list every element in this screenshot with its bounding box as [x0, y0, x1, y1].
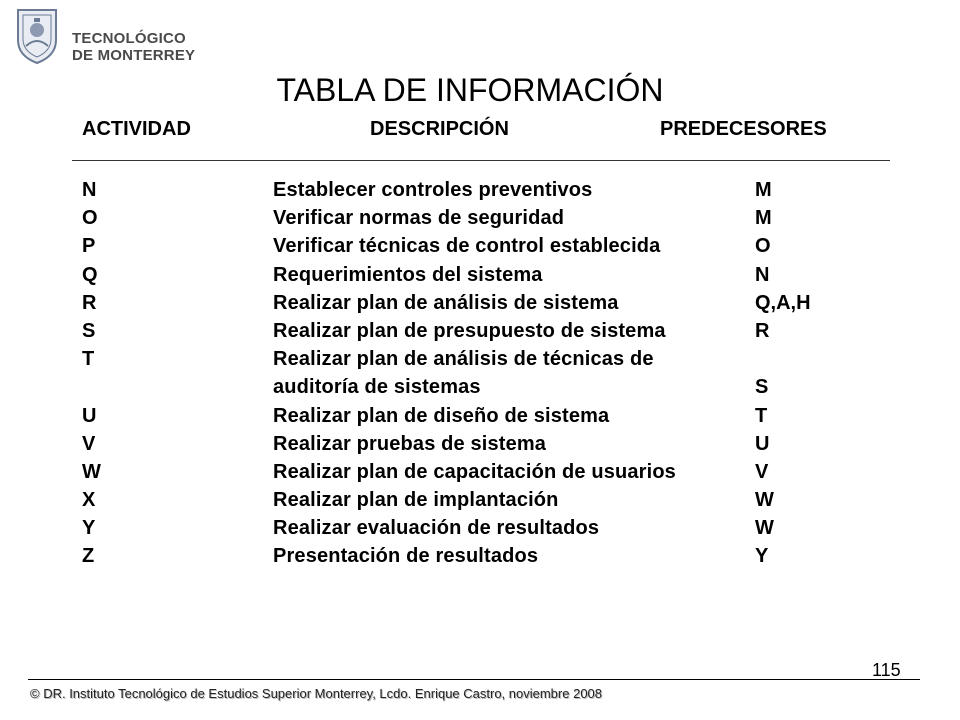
predecessor-cell: M [755, 178, 772, 201]
predecessor-cell: Q,A,H [755, 291, 811, 314]
table-row [0, 289, 960, 317]
predecessor-cell: U [755, 432, 770, 455]
description-cell: Realizar pruebas de sistema [273, 432, 547, 455]
activity-cell: V [82, 432, 96, 455]
description-cell: Realizar plan de análisis de sistema [273, 291, 619, 314]
logo-line-2: DE MONTERREY [72, 47, 196, 64]
description-cell: Realizar plan de diseño de sistema [273, 404, 610, 427]
predecessor-cell: R [755, 319, 770, 342]
table-row [0, 430, 960, 458]
activity-cell: X [82, 489, 96, 512]
predecessor-cell: O [755, 235, 771, 258]
seal-icon [12, 6, 62, 66]
logo-line-1: TECNOLÓGICO [72, 30, 186, 47]
predecessor-cell: T [755, 404, 768, 427]
activity-cell: O [82, 207, 98, 230]
activity-cell: Q [82, 263, 98, 286]
header-activity: ACTIVIDAD [82, 118, 191, 140]
footer-divider [28, 679, 920, 680]
activity-cell: Y [82, 517, 96, 540]
copyright-footer: © DR. Instituto Tecnológico de Estudios Superior Monterrey, Lcdo. Enrique Castro, noviembre 2008 [30, 686, 603, 701]
table-row [0, 514, 960, 542]
logo-text [72, 30, 195, 64]
predecessor-cell: W [755, 517, 774, 540]
predecessor-cell: W [755, 489, 774, 512]
header-divider [72, 160, 890, 161]
table-row [0, 402, 960, 430]
header-description: DESCRIPCIÓN [370, 118, 509, 140]
activity-table [0, 176, 960, 571]
table-row [0, 232, 960, 260]
predecessor-cell: N [755, 263, 770, 286]
activity-cell: P [82, 235, 96, 258]
page-number: 115 [872, 660, 901, 680]
description-cell: Realizar evaluación de resultados [273, 517, 600, 540]
description-cell: Verificar técnicas de control establecida [273, 235, 661, 258]
table-row [0, 345, 960, 401]
table-row [0, 204, 960, 232]
description-cell: Presentación de resultados [273, 545, 539, 568]
activity-cell: U [82, 404, 97, 427]
page-title: TABLA DE INFORMACIÓN [276, 72, 664, 108]
table-row [0, 176, 960, 204]
table-row [0, 317, 960, 345]
table-row [0, 486, 960, 514]
activity-cell: T [82, 348, 95, 371]
activity-cell: S [82, 319, 96, 342]
table-row [0, 261, 960, 289]
predecessor-cell: Y [755, 545, 769, 568]
description-cell: Realizar plan de capacitación de usuarios [273, 460, 676, 483]
table-header [0, 118, 960, 144]
description-cell: Requerimientos del sistema [273, 263, 543, 286]
activity-cell: N [82, 179, 97, 201]
predecessor-cell: S [755, 376, 769, 399]
institution-logo [12, 6, 212, 66]
activity-cell: R [82, 291, 97, 314]
description-cell: Verificar normas de seguridad [273, 207, 565, 230]
activity-cell: Z [82, 545, 95, 568]
predecessor-cell: M [755, 207, 772, 230]
description-cell: Establecer controles preventivos [273, 179, 593, 201]
activity-cell: W [82, 460, 101, 483]
description-cell: Realizar plan de presupuesto de sistema [273, 319, 666, 342]
predecessor-cell: V [755, 460, 769, 483]
header-predecessors: PREDECESORES [660, 118, 827, 140]
description-cell: Realizar plan de implantación [273, 489, 559, 512]
description-cell: Realizar plan de análisis de técnicas de auditoría de sistemas [273, 348, 654, 399]
table-row [0, 458, 960, 486]
table-row [0, 542, 960, 570]
